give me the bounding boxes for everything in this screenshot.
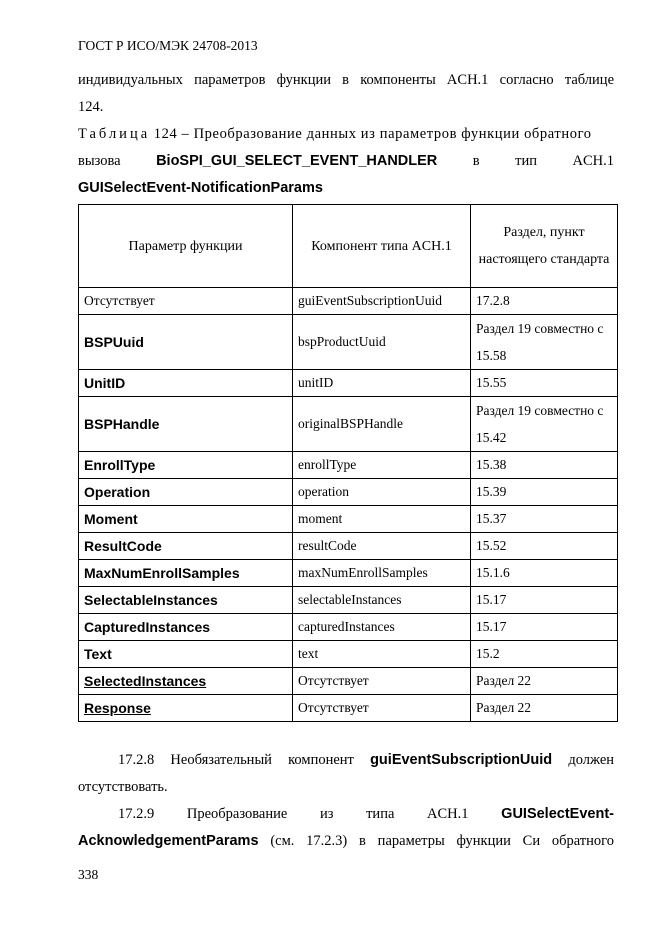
cell-param: SelectableInstances (79, 587, 293, 614)
cell-param: Text (79, 641, 293, 668)
caption-function-name: BioSPI_GUI_SELECT_EVENT_HANDLER (156, 153, 438, 169)
caption-table-word: Таблица (78, 126, 151, 142)
p1728-lead: 17.2.8 Необязательный компонент (118, 752, 354, 768)
table-row (79, 370, 618, 397)
cell-component: maxNumEnrollSamples (293, 560, 471, 587)
cell-param: BSPUuid (79, 315, 293, 370)
p1729-lead: 17.2.9 Преобразование (118, 806, 288, 822)
cell-component: moment (293, 506, 471, 533)
table-row (79, 668, 618, 695)
cell-param: Operation (79, 479, 293, 506)
cell-component: operation (293, 479, 471, 506)
cell-section: 15.17 (471, 614, 618, 641)
paragraph-17-2-9-line-1 (78, 801, 614, 828)
cell-param: BSPHandle (79, 397, 293, 452)
caption-asn: ACH.1 (572, 153, 614, 169)
cell-param: UnitID (79, 370, 293, 397)
p1729-type-part1: GUISelectEvent- (501, 806, 614, 822)
cell-component: resultCode (293, 533, 471, 560)
table-row (79, 614, 618, 641)
cell-component: selectableInstances (293, 587, 471, 614)
header-component: Компонент типа ACH.1 (293, 205, 471, 288)
table-row (79, 479, 618, 506)
cell-section: Раздел 22 (471, 668, 618, 695)
cell-section: 15.52 (471, 533, 618, 560)
cell-section: Раздел 19 совместно с 15.58 (471, 315, 618, 370)
cell-section: 17.2.8 (471, 288, 618, 315)
cell-component: bspProductUuid (293, 315, 471, 370)
cell-component: originalBSPHandle (293, 397, 471, 452)
p1729-asn: ACH.1 (427, 806, 469, 822)
cell-param: Moment (79, 506, 293, 533)
table-row (79, 397, 618, 452)
cell-component: Отсутствует (293, 695, 471, 722)
header-param: Параметр функции (79, 205, 293, 288)
caption-number-text: 124 – Преобразование данных из параметров функции обратного (153, 126, 592, 142)
p1729-tipa: типа (366, 806, 395, 822)
cell-component: guiEventSubscriptionUuid (293, 288, 471, 315)
p1729-tail: (см. 17.2.3) в параметры функции Си обратного (270, 833, 614, 849)
cell-param: EnrollType (79, 452, 293, 479)
caption-word-v: в (472, 153, 480, 169)
page-number: 338 (78, 867, 99, 882)
cell-param: MaxNumEnrollSamples (79, 560, 293, 587)
table-header-row (79, 205, 618, 288)
cell-param-text: SelectedInstances (84, 673, 207, 689)
paragraph-17-2-9-line-2 (78, 828, 614, 855)
intro-line-2: 124. (78, 99, 104, 115)
cell-section: Раздел 19 совместно с 15.42 (471, 397, 618, 452)
p1728-component: guiEventSubscriptionUuid (370, 752, 553, 768)
mapping-table (78, 204, 618, 722)
p1729-iz: из (319, 806, 334, 822)
cell-section: 15.39 (471, 479, 618, 506)
document-header: ГОСТ Р ИСО/МЭК 24708-2013 (78, 38, 258, 53)
cell-param: Отсутствует (79, 288, 293, 315)
paragraph-17-2-8-line-1 (78, 747, 614, 774)
cell-param: ResultCode (79, 533, 293, 560)
header-section: Раздел, пункт настоящего стандарта (471, 205, 618, 288)
paragraph-17-2-8-line-2: отсутствовать. (78, 779, 168, 795)
cell-section: 15.2 (471, 641, 618, 668)
table-row (79, 533, 618, 560)
cell-section: 15.1.6 (471, 560, 618, 587)
caption-word-tip: тип (515, 153, 537, 169)
table-row (79, 452, 618, 479)
cell-param (79, 668, 293, 695)
cell-section: Раздел 22 (471, 695, 618, 722)
cell-section: 15.38 (471, 452, 618, 479)
p1729-type-part2: AcknowledgementParams (78, 833, 259, 849)
cell-section: 15.17 (471, 587, 618, 614)
cell-param-text: Response (84, 700, 151, 716)
caption-type-name: GUISelectEvent-NotificationParams (78, 180, 323, 196)
intro-line-1: индивидуальных параметров функции в компоненты ACH.1 согласно таблице (78, 72, 614, 88)
table-caption-line-2 (78, 148, 614, 175)
cell-component: enrollType (293, 452, 471, 479)
table-row (79, 288, 618, 315)
caption-word-vyzova: вызова (78, 153, 121, 169)
table-row (79, 695, 618, 722)
p1728-tail: должен (568, 752, 615, 768)
table-row (79, 587, 618, 614)
table-row (79, 560, 618, 587)
cell-component: unitID (293, 370, 471, 397)
cell-component: capturedInstances (293, 614, 471, 641)
cell-param (79, 695, 293, 722)
cell-component: text (293, 641, 471, 668)
table-row (79, 315, 618, 370)
table-row (79, 641, 618, 668)
table-caption-line-1 (78, 121, 614, 148)
table-row (79, 506, 618, 533)
cell-component: Отсутствует (293, 668, 471, 695)
cell-section: 15.55 (471, 370, 618, 397)
cell-param: CapturedInstances (79, 614, 293, 641)
cell-section: 15.37 (471, 506, 618, 533)
